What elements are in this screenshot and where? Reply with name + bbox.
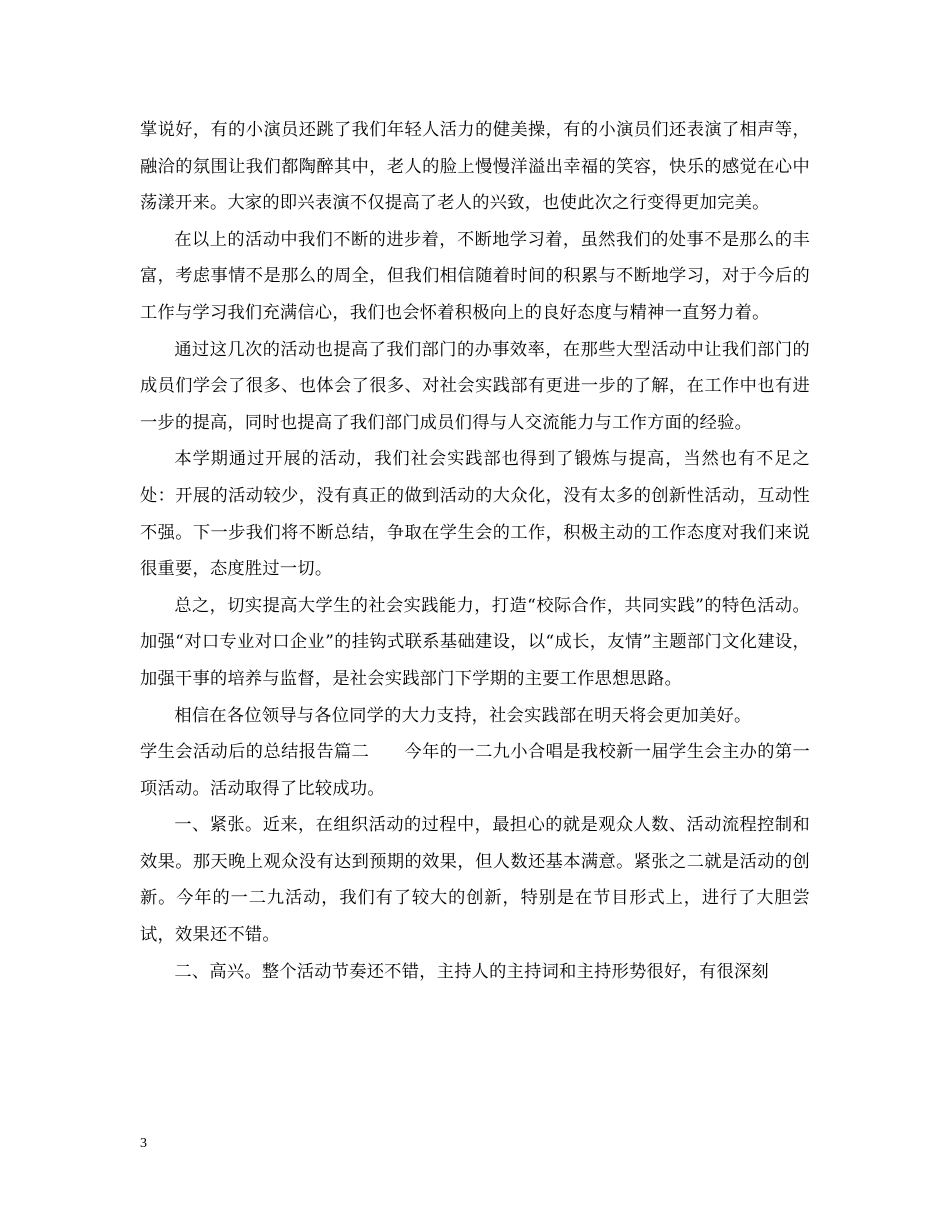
paragraph-1: 掌说好，有的小演员还跳了我们年轻人活力的健美操，有的小演员们还表演了相声等，融洽的氛围让我们都陶醉其中，老人的脸上慢慢洋溢出幸福的笑容，快乐的感觉在心中荡漾开来。大家的即兴表演不仅提高了老人的兴致，也使此次之行变得更加完美。 <box>140 120 810 214</box>
paragraph-5: 总之，切实提高大学生的社会实践能力，打造“校际合作，共同实践”的特色活动。加强“对口专业对口企业”的挂钩式联系基础建设，以“成长，友情”主题部门文化建设，加强干事的培养与监督，是社会实践部门下学期的主要工作思想思路。 <box>140 595 810 689</box>
paragraph-4: 本学期通过开展的活动，我们社会实践部也得到了锻炼与提高，当然也有不足之处：开展的活动较少，没有真正的做到活动的大众化，没有太多的创新性活动，互动性不强。下一步我们将不断总结，争取在学生会的工作，积极主动的工作态度对我们来说很重要，态度胜过一切。 <box>140 449 810 580</box>
page-number: 3 <box>140 1136 147 1151</box>
paragraph-8: 一、紧张。近来，在组织活动的过程中，最担心的就是观众人数、活动流程控制和效果。那天晚上观众没有达到预期的效果，但人数还基本满意。紧张之二就是活动的创新。今年的一二九活动，我们有了较大的创新，特别是在节目形式上，进行了大胆尝试，效果还不错。 <box>140 815 810 946</box>
paragraph-6: 相信在各位领导与各位同学的大力支持，社会实践部在明天将会更加美好。 <box>174 705 752 726</box>
paragraph-3: 通过这几次的活动也提高了我们部门的办事效率，在那些大型活动中让我们部门的成员们学会了很多、也体会了很多、对社会实践部有更进一步的了解，在工作中也有进一步的提高，同时也提高了我们部门成员们得与人交流能力与工作方面的经验。 <box>140 339 810 433</box>
section-heading-paragraph: 学生会活动后的总结报告篇二 今年的一二九小合唱是我校新一届学生会主办的第一项活动。活动取得了比较成功。 <box>140 742 810 799</box>
paragraph-9: 二、高兴。整个活动节奏还不错，主持人的主持词和主持形势很好，有很深刻 <box>174 961 769 982</box>
paragraph-2: 在以上的活动中我们不断的进步着，不断地学习着，虽然我们的处事不是那么的丰富，考虑事情不是那么的周全，但我们相信随着时间的积累与不断地学习，对于今后的工作与学习我们充满信心，我们也会怀着积极向上的良好态度与精神一直努力着。 <box>140 229 810 323</box>
document-body <box>140 112 810 990</box>
